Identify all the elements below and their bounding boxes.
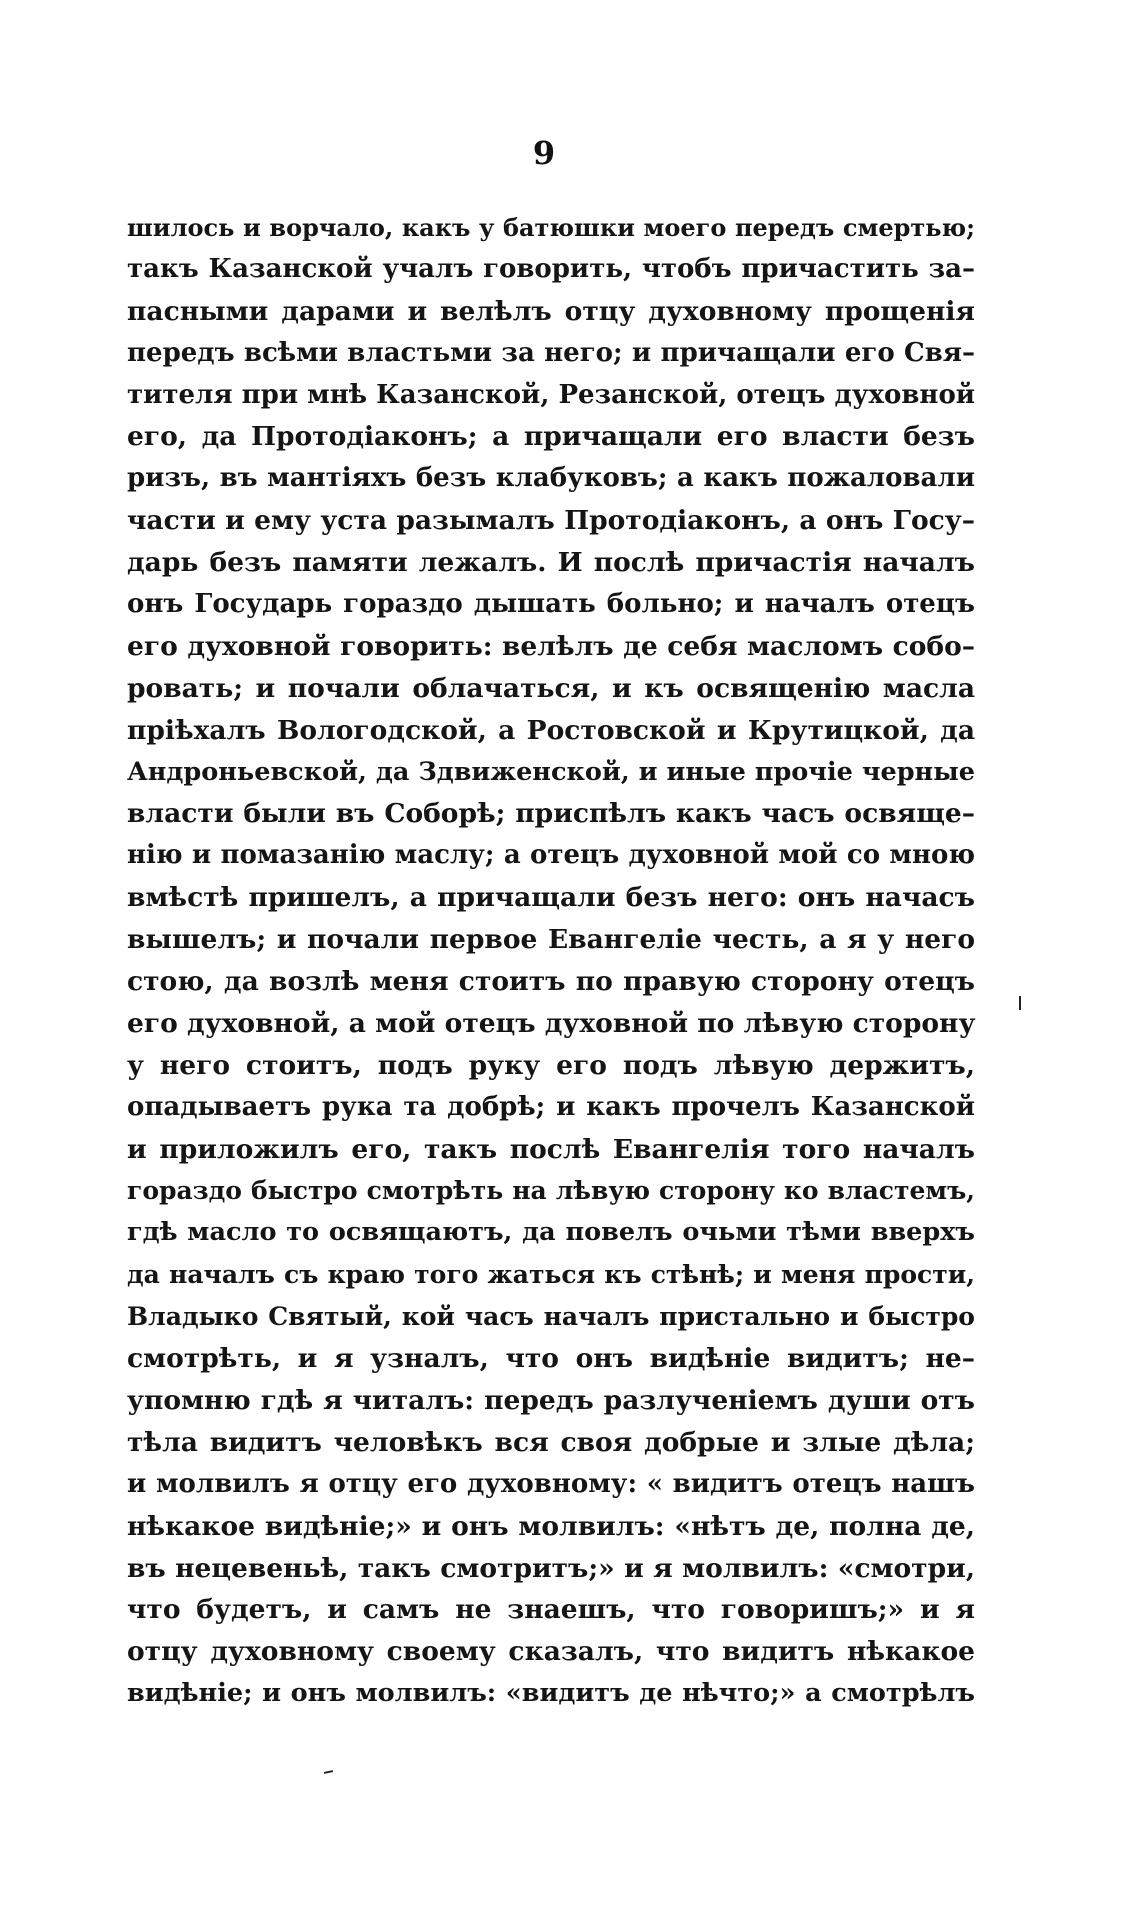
- text-line: упомню гдѣ я читалъ: передъ разлученіемъ души отъ: [127, 1384, 975, 1416]
- text-line: стою, да возлѣ меня стоитъ по правую сторону отецъ: [127, 966, 975, 998]
- text-line: пріѣхалъ Вологодской, а Ростовской и Крутицкой, да: [127, 714, 975, 746]
- text-line: дарь безъ памяти лежалъ. И послѣ причастія началъ: [127, 547, 975, 579]
- body-text: [127, 207, 975, 1715]
- text-line: передъ всѣми властьми за него; и причащали его Свя–: [127, 337, 975, 368]
- text-line: его духовной говорить: велѣлъ де себя масломъ собо–: [127, 630, 975, 662]
- text-line: пасными дарами и велѣлъ отцу духовному прощенія: [127, 295, 975, 327]
- text-line: его духовной, а мой отецъ духовной по лѣвую сторону: [127, 1007, 976, 1039]
- text-line: вышелъ; и почали первое Евангеліе честь, а я у него: [127, 924, 975, 956]
- text-line: онъ Государь гораздо дышать больно; и началъ отецъ: [127, 589, 975, 620]
- text-line: Андроньевской, да Здвиженской, и иные прочіе черные: [127, 756, 975, 787]
- text-line: тителя при мнѣ Казанской, Резанской, отецъ духовной: [127, 379, 976, 410]
- text-line: отцу духовному своему сказалъ, что видитъ нѣкакое: [127, 1636, 975, 1668]
- text-line: опадываетъ рука та добрѣ; и какъ прочелъ Казанской: [127, 1091, 975, 1122]
- text-line: власти были въ Соборѣ; приспѣлъ какъ часъ освяще–: [127, 798, 975, 830]
- text-line: его, да Протодіаконъ; а причащали его власти безъ: [127, 421, 975, 453]
- text-line: нію и помазанію маслу; а отецъ духовной мой со мною: [127, 840, 975, 871]
- text-line: нѣкакое видѣніе;» и онъ молвилъ: «нѣтъ де, полна де,: [127, 1510, 975, 1542]
- text-line: ровать; и почали облачаться, и къ освященію масла: [127, 672, 975, 704]
- text-line: части и ему уста разымалъ Протодіаконъ, а онъ Госу–: [127, 505, 975, 537]
- text-line: гораздо быстро смотрѣть на лѣвую сторону ко властемъ,: [127, 1176, 975, 1206]
- text-line: въ нецевеньѣ, такъ смотритъ;» и я молвилъ: «смотри,: [127, 1552, 975, 1584]
- text-line: Владыко Святый, кой часъ началъ пристально и быстро: [127, 1302, 975, 1332]
- text-line: и молвилъ я отцу его духовному: « видитъ отецъ нашъ: [127, 1468, 975, 1499]
- margin-speck: [324, 1770, 333, 1774]
- text-line: такъ Казанской учалъ говорить, чтобъ причастить за–: [127, 253, 975, 284]
- text-line: тѣла видитъ человѣкъ вся своя добрые и злые дѣла;: [127, 1426, 975, 1458]
- text-line: да началъ съ краю того жаться къ стѣнѣ; и меня прости,: [127, 1260, 975, 1290]
- page-number: 9: [532, 134, 556, 172]
- text-line: и приложилъ его, такъ послѣ Евангелія того началъ: [127, 1133, 975, 1165]
- margin-speck: [1019, 996, 1021, 1010]
- text-line: шилось и ворчало, какъ у батюшки моего передъ смертью;: [127, 213, 975, 242]
- text-line: смотрѣть, и я узналъ, что онъ видѣніе видитъ; не–: [127, 1343, 975, 1375]
- text-line: вмѣстѣ пришелъ, а причащали безъ него: онъ начасъ: [127, 882, 975, 914]
- text-line: ризъ, въ мантіяхъ безъ клабуковъ; а какъ пожаловали: [127, 463, 975, 494]
- text-line: видѣніе; и онъ молвилъ: «видитъ де нѣчто;» а смотрѣлъ: [127, 1678, 975, 1709]
- text-line: гдѣ масло то освящаютъ, да повелъ очьми тѣми вверхъ: [127, 1217, 975, 1248]
- text-line: у него стоитъ, подъ руку его подъ лѣвую держитъ,: [127, 1049, 975, 1081]
- text-line: что будетъ, и самъ не знаешъ, что говоришъ;» и я: [127, 1594, 975, 1626]
